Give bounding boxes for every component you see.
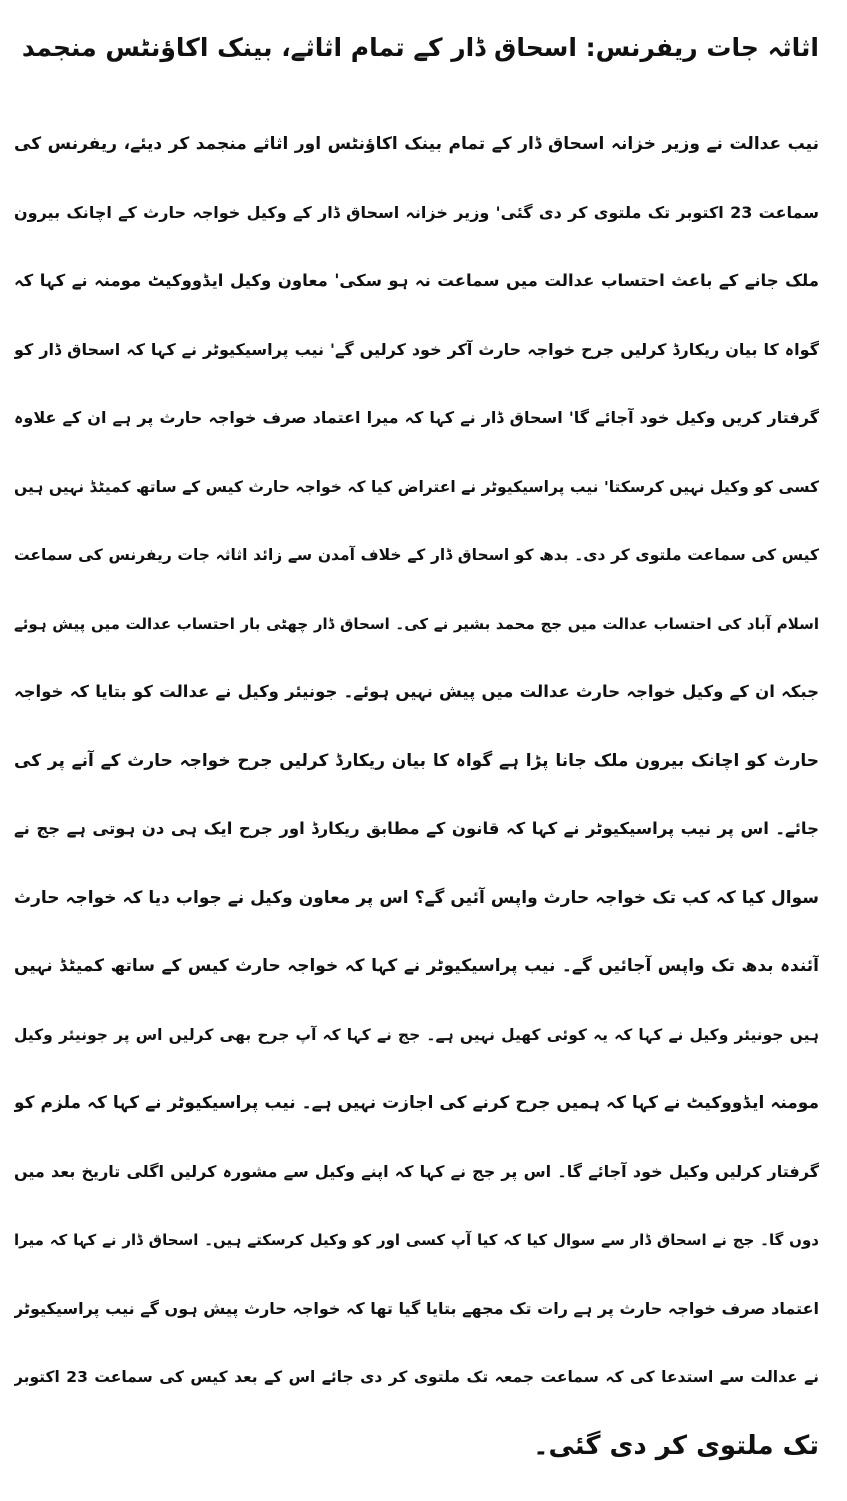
article-headline: اثاثہ جات ریفرنس: اسحاق ڈار کے تمام اثاثے، بینک اکاؤنٹس منجمد bbox=[21, 33, 819, 62]
article-line: مومنہ ایڈووکیٹ نے کہا کہ ہمیں جرح کرنے کی اجازت نہیں ہے۔ نیب پراسیکیوٹر نے کہا کہ ملزم کو bbox=[14, 1093, 819, 1113]
article-line: دوں گا۔ جج نے اسحاق ڈار سے سوال کیا کہ کیا آپ کسی اور کو وکیل کرسکتے ہیں۔ اسحاق ڈار نے کہا کہ میرا bbox=[14, 1231, 819, 1249]
article-line: گرفتار کریں وکیل خود آجائے گا' اسحاق ڈار نے کہا کہ میرا اعتماد صرف خواجہ حارث پر ہے ان کے علاوہ bbox=[14, 408, 819, 427]
article-line: کیس کی سماعت ملتوی کر دی۔ بدھ کو اسحاق ڈار کے خلاف آمدن سے زائد اثاثہ جات ریفرنس کی سماعت bbox=[14, 546, 819, 564]
article-line: حارث کو اچانک بیرون ملک جانا پڑا ہے گواہ کا بیان ریکارڈ کرلیں جرح خواجہ حارث کے آنے پر کی bbox=[14, 750, 819, 771]
article-line: سوال کیا کہ کب تک خواجہ حارث واپس آئیں گے؟ اس پر معاون وکیل نے جواب دیا کہ خواجہ حارث bbox=[14, 887, 819, 908]
article-line: تک ملتوی کر دی گئی۔ bbox=[533, 1430, 819, 1461]
article-line: گواہ کا بیان ریکارڈ کرلیں جرح خواجہ حارث آکر خود کرلیں گے' نیب پراسیکیوٹر نے کہا کہ اسحاق ڈار کو bbox=[14, 339, 819, 359]
article-line: جائے۔ اس پر نیب پراسیکیوٹر نے کہا کہ قانون کے مطابق ریکارڈ اور جرح ایک ہی دن ہوتی ہے جج نے bbox=[14, 819, 819, 838]
article-line: جبکہ ان کے وکیل خواجہ حارث عدالت میں پیش نہیں ہوئے۔ جونیئر وکیل نے عدالت کو بتایا کہ خواجہ bbox=[14, 682, 819, 701]
article-line: نیب عدالت نے وزیر خزانہ اسحاق ڈار کے تمام بینک اکاؤنٹس اور اثاثے منجمد کر دیئے، ریفرنس کی bbox=[14, 134, 819, 154]
article-line: ملک جانے کے باعث احتساب عدالت میں سماعت نہ ہو سکی' معاون وکیل ایڈووکیٹ مومنہ نے کہا کہ bbox=[14, 271, 819, 290]
article-line: کسی کو وکیل نہیں کرسکتا' نیب پراسیکیوٹر نے اعتراض کیا کہ خواجہ حارث کیس کے ساتھ کمیٹڈ نہیں ہیں bbox=[14, 477, 819, 496]
article-line: نے عدالت سے استدعا کی کہ سماعت جمعہ تک ملتوی کر دی جائے اس کے بعد کیس کی سماعت 23 اکتوبر bbox=[14, 1368, 819, 1386]
article-line: اسلام آباد کی احتساب عدالت میں جج محمد بشیر نے کی۔ اسحاق ڈار چھٹی بار احتساب عدالت میں پیش ہوئے bbox=[14, 614, 819, 633]
article-body bbox=[14, 110, 819, 1480]
article-line: اعتماد صرف خواجہ حارث پر ہے رات تک مجھے بتایا گیا تھا کہ خواجہ حارث پیش ہوں گے نیب پراسیکیوٹر bbox=[14, 1298, 819, 1318]
article-line: ہیں جونیئر وکیل نے کہا کہ یہ کوئی کھیل نہیں ہے۔ جج نے کہا کہ آپ جرح بھی کرلیں اس پر جونیئر وکیل bbox=[14, 1025, 819, 1044]
article-line: آئندہ بدھ تک واپس آجائیں گے۔ نیب پراسیکیوٹر نے کہا کہ خواجہ حارث کیس کے ساتھ کمیٹڈ نہیں bbox=[14, 956, 819, 976]
article-line: سماعت 23 اکتوبر تک ملتوی کر دی گئی' وزیر خزانہ اسحاق ڈار کے وکیل خواجہ حارث کے اچانک بیرون bbox=[14, 202, 819, 222]
article-line: گرفتار کرلیں وکیل خود آجائے گا۔ اس پر جج نے کہا کہ اپنے وکیل سے مشورہ کرلیں اگلی تاریخ بعد میں bbox=[14, 1161, 819, 1181]
